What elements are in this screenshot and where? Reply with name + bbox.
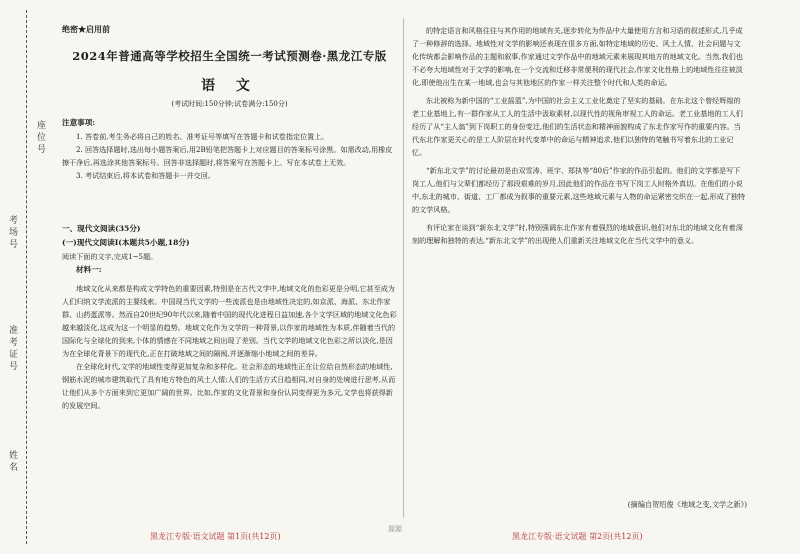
time-info: (考试时间:150分钟;试卷满分:150分): [171, 100, 288, 108]
notice-item: 3. 考试结束后,将本试卷和答题卡一并交回。: [76, 171, 215, 180]
admission-number-label: 准考证号: [7, 325, 17, 373]
page-footer-left: 黑龙江专版·语文试题 第1页(共12页): [150, 532, 281, 541]
left-body: [62, 282, 397, 412]
part-heading: 一、现代文阅读(35分): [62, 224, 141, 233]
body-paragraph: 有评论家在谈到“新东北文学”时,特别强调东北作家有着强烈的地域意识,他们对东北的地域文化有着深刻的理解和独特的表达,“新东北文学”的出现使人们重新关注地域文化在当代文学中的意义。: [412, 223, 743, 245]
page-1-column: [62, 0, 397, 554]
watermark: 渥源: [388, 525, 402, 533]
sub-heading: (一)现代文阅读Ⅰ(本题共5小题,18分): [62, 238, 190, 247]
notice-heading: 注意事项:: [62, 118, 96, 127]
right-body: [412, 24, 747, 247]
exam-room-label: 考场号: [7, 215, 17, 251]
instruction: 阅读下面的文字,完成1~5题。: [62, 252, 158, 261]
source-citation: (摘编自贺绍俊《地域之变,文学之新》): [627, 500, 747, 509]
notice-item: 2. 回答选择题时,选出每小题答案后,用2B铅笔把答题卡上对应题目的答案标号涂黑。如需改动,用橡皮擦干净后,再选涂其他答案标号。回答非选择题时,将答案写在答题卡上。写在本试卷上无效。: [62, 145, 393, 167]
page-2-column: [412, 0, 747, 554]
notice-section: [62, 116, 397, 182]
body-paragraph: 的特定语言和风格往往与其作用的地域有关,逐步转化为作品中大量使用方言和习语的叙述形式,几乎成了一种修辞的选择。地域性对文学的影响还表现在很多方面,如特定地域的历史、风土人情、社会问题与文化传统都会影响作品的主题和叙事,作家通过文学作品中的地域元素来展现其地方的地域文化。当然,我们也不必夸大地域性对于文学的影响,在一个交流和迁移非常便利的现代社会,作家文化性格上的地域性往往被淡化,即使他出生在某一地域,也会与其他地区的作家一样关注整个时代和人类的命运。: [412, 26, 743, 87]
exam-title: 2024年普通高等学校招生全国统一考试预测卷·黑龙江专版: [72, 49, 387, 63]
material-label: 材料一:: [76, 265, 102, 274]
body-paragraph: 东北被称为新中国的“工业摇篮”,为中国的社会主义工业化奠定了坚实的基础。在东北这个曾经辉煌的老工业基地上,有一群作家从工人的生活中汲取素材,以现代性的视角审视工人的命运。老工业基地的工人们经历了从“主人翁”到下岗职工的身份变迁,他们的生活状态和精神面貌构成了东北作家写作的重要内容。当代东北作家更关心的是工人阶层在时代变革中的命运与精神追求,他们以独特的笔触书写着东北的工业记忆。: [412, 96, 743, 157]
section-headings: [62, 222, 397, 277]
binding-margin: [0, 0, 58, 554]
seat-number-label: 座位号: [35, 120, 45, 156]
name-label: 姓名: [7, 450, 17, 474]
page-footer-right: 黑龙江专版·语文试题 第2页(共12页): [512, 532, 643, 541]
column-divider: [403, 18, 404, 518]
cut-line: [26, 10, 27, 544]
body-paragraph: “新东北文学”的讨论最初是由双雪涛、班宇、郑执等“80后”作家的作品引起的。他们的文学都是写下岗工人,他们与父辈们都经历了那段艰难的岁月,因此他们的作品在书写下岗工人时格外真切。在他们的小说中,东北的城市、街道、工厂都成为叙事的重要元素,这些地域元素与人物的命运紧密交织在一起,形成了独特的文学风格。: [412, 166, 746, 214]
body-paragraph: 在全球化时代,文学的地域性变得更加复杂和多样化。社会形态的地域性正在让位给自然形态的地域性,钢筋水泥的城市建筑取代了具有地方特色的风土人情;人们的生活方式日趋相同,对自身的处境进行思考,从而让他们从多个方面来到它更加广阔的世界。比如,作家的文化背景和身份认同变得更为多元,文学也将获得新的发展空间。: [62, 362, 396, 410]
notice-item: 1. 答卷前,考生务必将自己的姓名、准考证号等填写在答题卡和试卷指定位置上。: [76, 132, 329, 141]
subject-title: 语 文: [201, 78, 258, 94]
secret-mark: 绝密★启用前: [62, 24, 110, 34]
body-paragraph: 地域文化从来都是构成文学特色的重要因素,特别是在古代文学中,地域文化的色彩更是分明,它甚至成为人们归纳文学流派的主要线索。中国现当代文学的一些流派也是由地域性决定的,如京派、海派、东北作家群、山药蛋派等。然而自20世纪90年代以来,随着中国的现代化进程日益加速,各个文学区域的地域文化色彩越来越淡化,这成为这一个明显的趋势。地域文化作为文学的一种背景,以作家的地域性为本质,伴随着当代的国际化与全球化的到来,个体的情感在不同地域之间出现了差别。当代文学的地域文化色彩之所以淡化,是因为在全球化背景下的现代化,正在打破地域之间的隔阂,并逐渐缩小地域之间的差异。: [62, 284, 397, 358]
